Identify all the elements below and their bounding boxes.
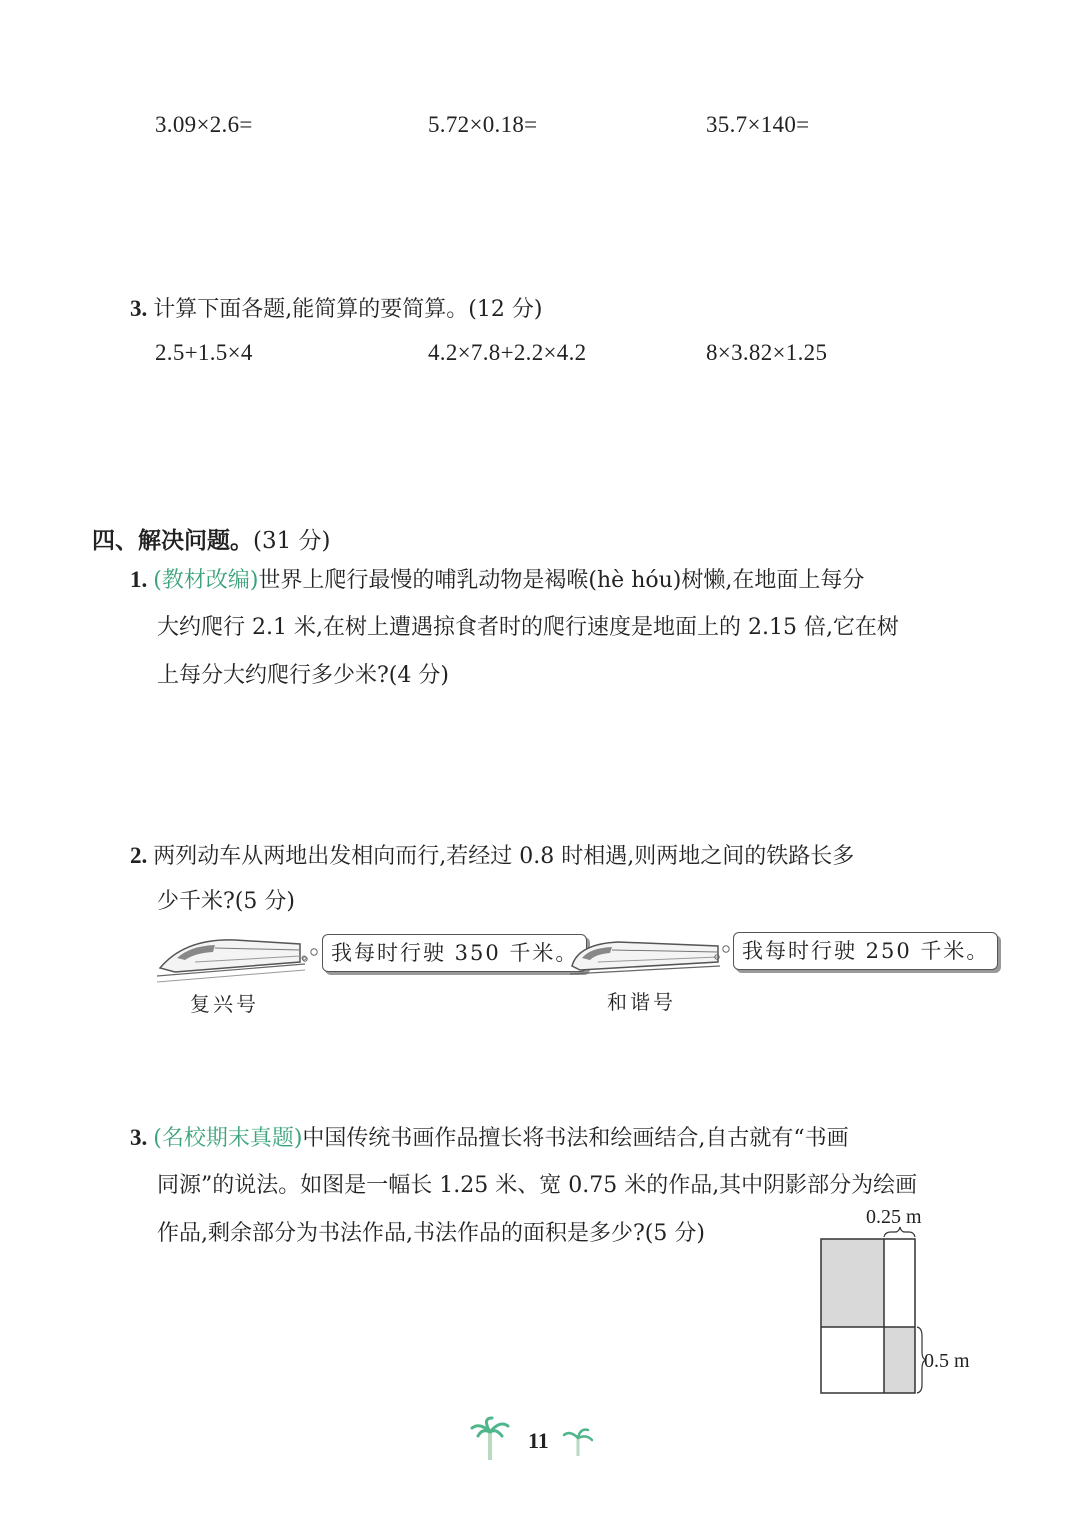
problem-text: 中国传统书画作品擅长将书法和绘画结合,自古就有“书画 <box>302 1126 849 1151</box>
question-3-heading <box>130 292 542 323</box>
section-4-heading <box>92 522 331 555</box>
problem-tag: (名校期末真题) <box>153 1126 303 1151</box>
hexie-train-icon <box>568 932 728 980</box>
simplify-expression-3: 8×3.82×1.25 <box>706 340 828 365</box>
section-title: 四、解决问题。 <box>92 528 253 554</box>
palm-tree-icon <box>562 1426 594 1458</box>
simplify-expression-1: 2.5+1.5×4 <box>155 340 253 365</box>
train-label: 复兴号 <box>190 992 259 1016</box>
problem-text: 两列动车从两地出发相向而行,若经过 0.8 时相遇,则两地之间的铁路长多 <box>153 844 855 869</box>
question-text: 计算下面各题,能简算的要简算。(12 分) <box>153 297 543 322</box>
problem-tag: (教材改编) <box>153 568 259 593</box>
shaded-region <box>821 1239 884 1327</box>
question-number: 3. <box>130 296 148 321</box>
problem-1-line-1 <box>130 554 864 607</box>
problem-3-line-3: 作品,剩余部分为书法作品,书法作品的面积是多少?(5 分) <box>157 1221 705 1246</box>
calc-expression-3: 35.7×140= <box>706 112 810 137</box>
dimension-label-top: 0.25 m <box>866 1206 922 1228</box>
problem-number: 3. <box>130 1125 148 1150</box>
palm-tree-icon <box>470 1416 510 1462</box>
shaded-region <box>884 1327 915 1393</box>
problem-3-line-1 <box>130 1112 849 1165</box>
problem-number: 1. <box>130 567 148 592</box>
section-points: (31 分) <box>253 528 331 554</box>
simplify-expression-2: 4.2×7.8+2.2×4.2 <box>428 340 587 365</box>
thought-dots-icon <box>300 944 320 964</box>
dimension-label-right: 0.5 m <box>924 1350 970 1372</box>
train-label: 和谐号 <box>607 990 676 1014</box>
problem-number: 2. <box>130 843 148 868</box>
speech-bubble: 我每时行驶 250 千米。 <box>733 932 998 970</box>
problem-2-line-2: 少千米?(5 分) <box>157 889 295 914</box>
problem-1-line-2: 大约爬行 2.1 米,在树上遭遇掠食者时的爬行速度是地面上的 2.15 倍,它在树 <box>157 615 899 640</box>
calc-expression-1: 3.09×2.6= <box>155 112 253 137</box>
artwork-rectangle-diagram <box>815 1220 925 1400</box>
problem-3-line-2: 同源”的说法。如图是一幅长 1.25 米、宽 0.75 米的作品,其中阴影部分为绘画 <box>157 1173 918 1198</box>
page-number: 11 <box>528 1428 549 1453</box>
thought-dots-icon <box>712 940 732 962</box>
fuxing-train-icon <box>155 928 315 988</box>
problem-1-line-3: 上每分大约爬行多少米?(4 分) <box>157 663 449 688</box>
speech-bubble: 我每时行驶 350 千米。 <box>322 934 587 972</box>
problem-text: 世界上爬行最慢的哺乳动物是褐喉(hè hóu)树懒,在地面上每分 <box>258 568 865 593</box>
calc-expression-2: 5.72×0.18= <box>428 112 538 137</box>
